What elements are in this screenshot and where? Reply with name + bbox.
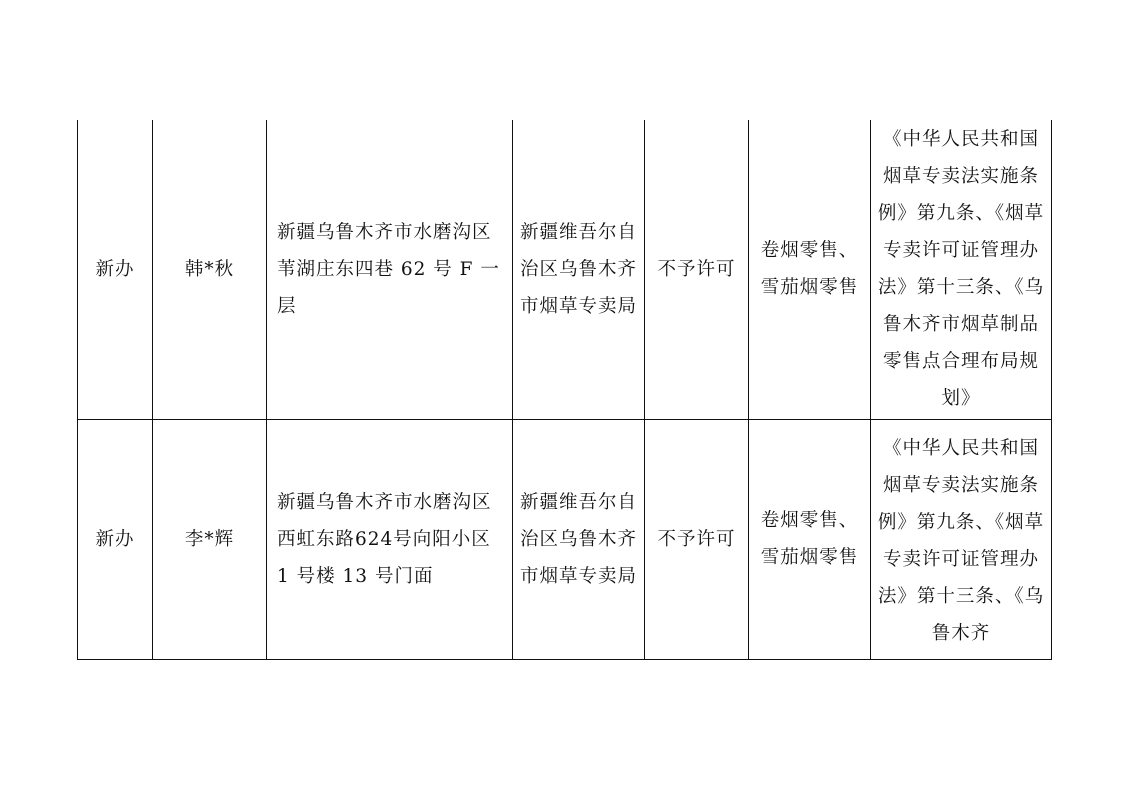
business-scope-cell: 卷烟零售、雪茄烟零售 [749, 419, 871, 659]
decision-cell: 不予许可 [645, 419, 749, 659]
application-type-cell: 新办 [78, 419, 153, 659]
licensing-authority-cell: 新疆维吾尔自治区乌鲁木齐市烟草专卖局 [513, 120, 645, 419]
business-scope-cell: 卷烟零售、雪茄烟零售 [749, 120, 871, 419]
permit-decision-table [77, 120, 1052, 660]
licensing-authority-cell: 新疆维吾尔自治区乌鲁木齐市烟草专卖局 [513, 419, 645, 659]
applicant-name-cell: 韩*秋 [153, 120, 267, 419]
decision-cell: 不予许可 [645, 120, 749, 419]
legal-basis-cell: 《中华人民共和国烟草专卖法实施条例》第九条、《烟草专卖许可证管理办法》第十三条、《乌鲁木齐 [871, 419, 1052, 659]
legal-basis-cell: 《中华人民共和国烟草专卖法实施条例》第九条、《烟草专卖许可证管理办法》第十三条、《乌鲁木齐市烟草制品零售点合理布局规划》 [871, 120, 1052, 419]
table-row [78, 419, 1052, 659]
application-type-cell: 新办 [78, 120, 153, 419]
business-address-cell: 新疆乌鲁木齐市水磨沟区苇湖庄东四巷 62 号 F 一层 [267, 120, 513, 419]
applicant-name-cell: 李*辉 [153, 419, 267, 659]
table-row [78, 120, 1052, 419]
business-address-cell: 新疆乌鲁木齐市水磨沟区西虹东路624号向阳小区 1 号楼 13 号门面 [267, 419, 513, 659]
